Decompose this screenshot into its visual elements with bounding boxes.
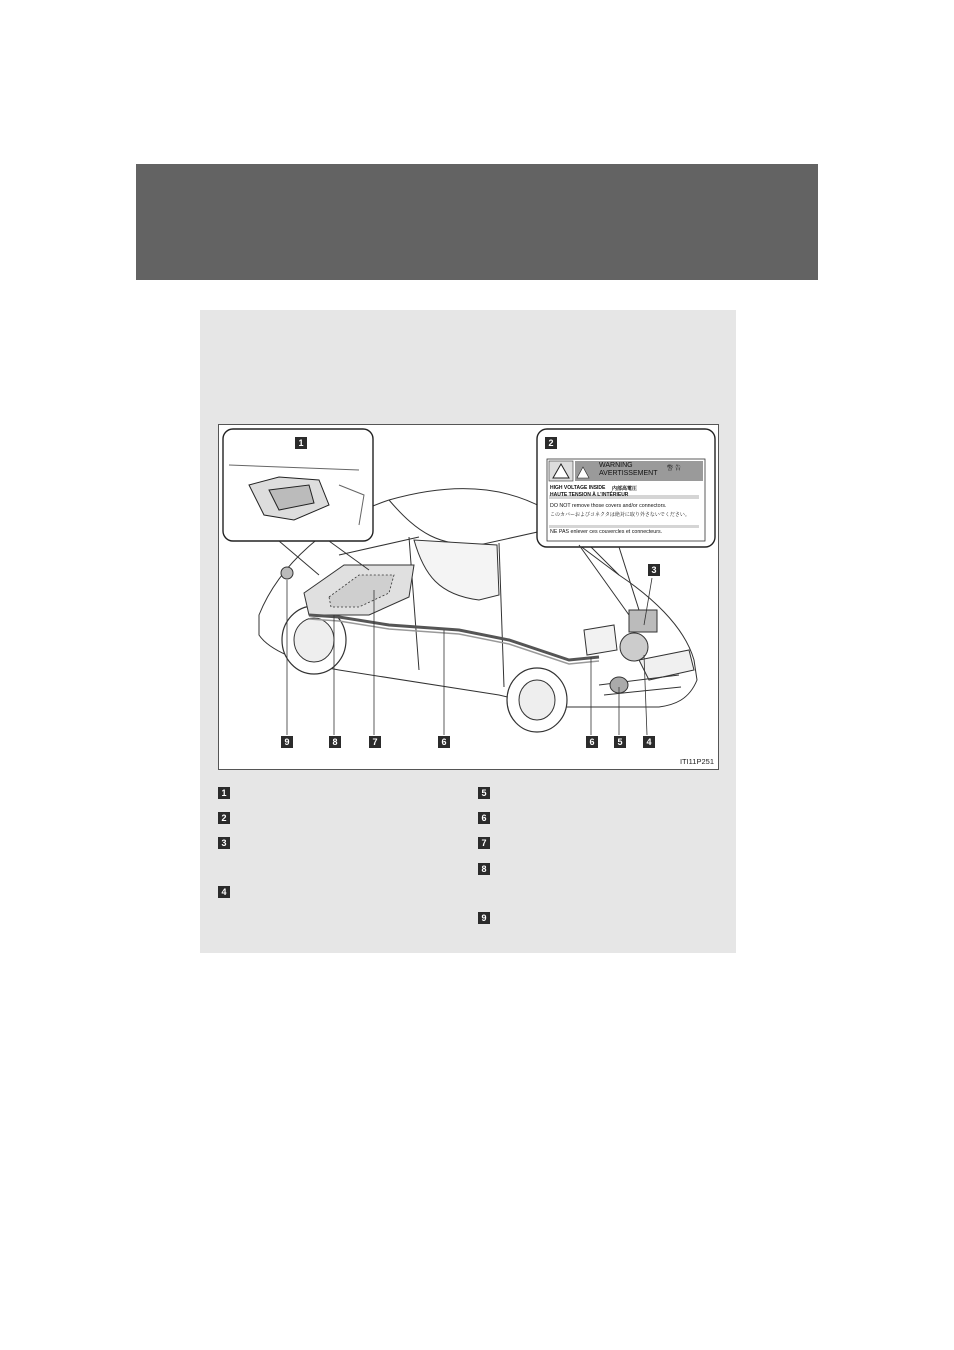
label-hv-fr: HAUTE TENSION À L'INTÉRIEUR — [550, 492, 629, 498]
front-wheel — [507, 668, 567, 732]
legend-left-1: 1 — [218, 787, 230, 799]
inset-caution-label — [537, 429, 715, 615]
label-warning-jp: 警 告 — [667, 465, 681, 472]
legend-right-8: 8 — [478, 863, 490, 875]
legend-right-5: 5 — [478, 787, 490, 799]
hybrid-components-figure — [218, 424, 719, 770]
callout-2: 2 — [545, 437, 557, 449]
callout-6: 6 — [438, 736, 450, 748]
callout-4: 4 — [643, 736, 655, 748]
legend-right-9: 9 — [478, 912, 490, 924]
label-warning-fr: AVERTISSEMENT — [599, 470, 658, 477]
callout-6-front: 6 — [586, 736, 598, 748]
label-instruction-fr: NE PAS enlever ces couvercles et connecteurs. — [550, 529, 663, 535]
legend-left-2: 2 — [218, 812, 230, 824]
power-cable — [309, 615, 599, 660]
legend-left-4: 4 — [218, 886, 230, 898]
figure-code: ITI11P251 — [679, 757, 714, 766]
callout-5: 5 — [614, 736, 626, 748]
label-instruction-en: DO NOT remove those covers and/or connectors. — [550, 503, 667, 509]
label-instruction-jp: このカバーおよびコネクタは絶対に取り外さないでください。 — [550, 512, 690, 518]
label-hv-en: HIGH VOLTAGE INSIDE — [550, 485, 606, 491]
callout-7: 7 — [369, 736, 381, 748]
hybrid-battery — [304, 565, 414, 615]
callout-1: 1 — [295, 437, 307, 449]
inset-service-plug — [223, 429, 373, 575]
label-warning-en: WARNING — [599, 462, 633, 469]
section-header-bar — [136, 164, 818, 280]
callout-8: 8 — [329, 736, 341, 748]
callout-3: 3 — [648, 564, 660, 576]
legend-right-6: 6 — [478, 812, 490, 824]
inverter — [620, 610, 657, 661]
legend-left-3: 3 — [218, 837, 230, 849]
service-plug — [281, 567, 293, 579]
callout-9: 9 — [281, 736, 293, 748]
legend-right-7: 7 — [478, 837, 490, 849]
engine-box — [584, 625, 617, 655]
label-hv-jp: 内部高電圧 — [612, 486, 638, 492]
